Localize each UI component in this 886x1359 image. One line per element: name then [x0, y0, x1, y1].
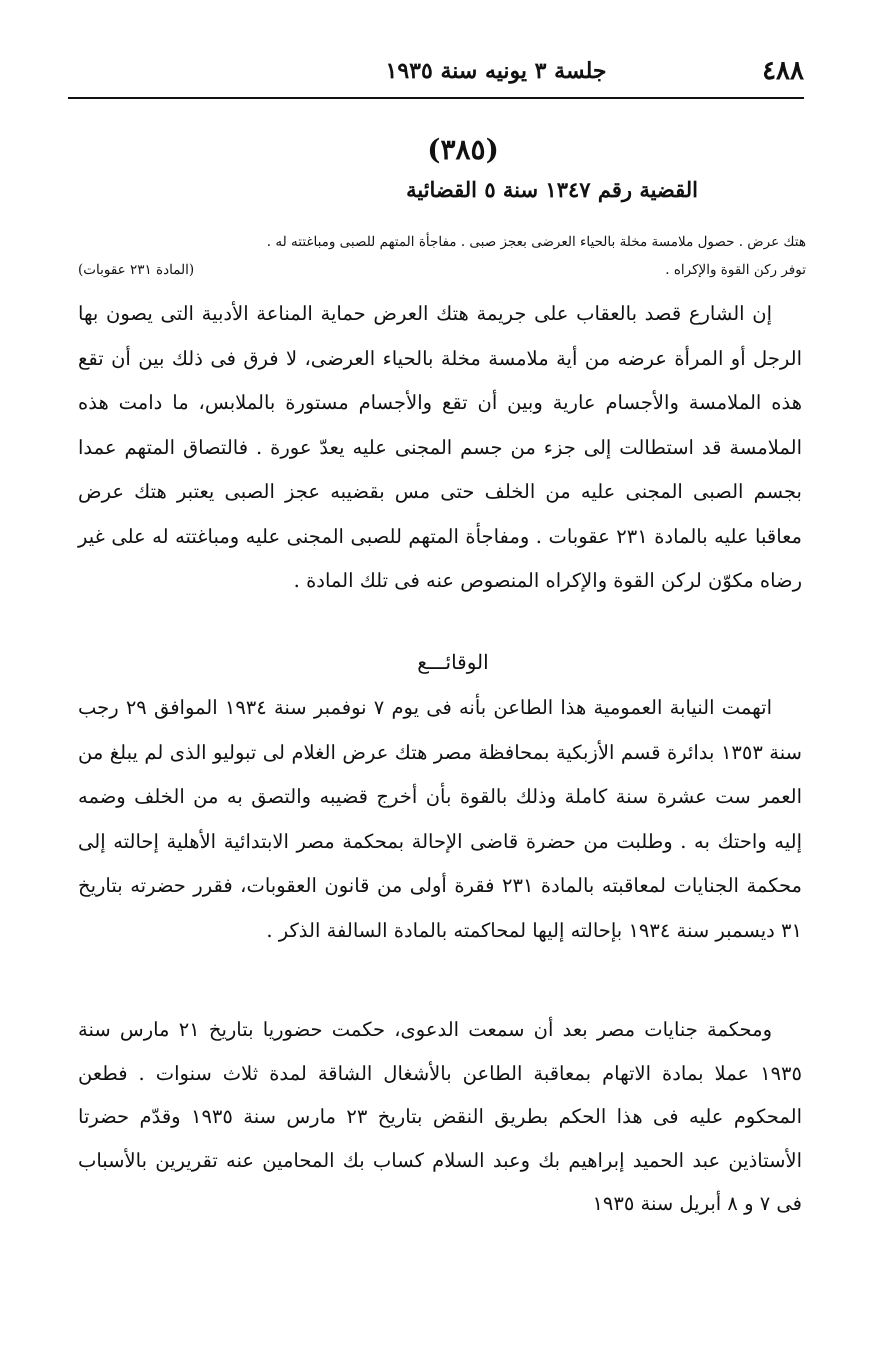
running-head: جلسة ٣ يونيه سنة ١٩٣٥: [385, 58, 607, 84]
case-reference: القضية رقم ١٣٤٧ سنة ٥ القضائية: [406, 177, 698, 202]
page-header: [68, 52, 804, 92]
facts-text-1: اتهمت النيابة العمومية هذا الطاعن بأنه فى يوم ٧ نوفمبر سنة ١٩٣٤ الموافق ٢٩ رجب سنة ١٣٥٣ بدائرة قسم الأزبكية بمحافظة مصر هتك عرض الغلام لى تبوليو الذى لم يبلغ من العمر ست عشرة سنة كاملة وذلك بالقوة بأن أخرج قضيبه والتصق به من الخلف وضمه إليه واحتك به . وطلبت من حضرة قاضى الإحالة بمحكمة مصر الابتدائية الأهلية إحالته إلى محكمة الجنايات لمعاقبته بالمادة ٢٣١ فقرة أولى من قانون العقوبات، فقرر حضرته بتاريخ ٣١ ديسمبر سنة ١٩٣٤ بإحالته إليها لمحاكمته بالمادة السالفة الذكر .: [78, 696, 803, 942]
header-rule: [68, 97, 804, 99]
headnote-line-1: هتك عرض . حصول ملامسة مخلة بالحياء العرضى بعجز صبى . مفاجأة المتهم للصبى ومباغتته له .: [266, 234, 806, 250]
facts-paragraph-1: [78, 686, 802, 953]
facts-paragraph-2: [78, 1008, 802, 1226]
headnote-line-2: [78, 256, 806, 284]
facts-heading: الوقائـــع: [417, 650, 489, 674]
headnote-summary: [78, 228, 806, 284]
principle-text: إن الشارع قصد بالعقاب على جريمة هتك العرض حماية المناعة الأدبية التى يصون بها الرجل أو المرأة عرضه من أية ملامسة مخلة بالحياء العرضى، لا فرق فى ذلك بين أن تقع هذه الملامسة والأجسام عارية وبين أن تقع والأجسام مستورة بالملابس، ما دامت هذه الملامسة قد استطالت إلى جزء من جسم المجنى عليه يعدّ عورة . فالتصاق المتهم عمدا بجسم الصبى المجنى عليه من الخلف حتى مس بقضيبه عجز الصبى يعتبر هتك عرض معاقبا عليه بالمادة ٢٣١ عقوبات . ومفاجأة المتهم للصبى المجنى عليه ومباغتته له على غير رضاه مكوّن لركن القوة والإكراه المنصوص عنه فى تلك المادة .: [78, 302, 802, 592]
headnote-article: (المادة ٢٣١ عقوبات): [78, 262, 195, 278]
principle-paragraph: [78, 292, 802, 604]
facts-text-2: ومحكمة جنايات مصر بعد أن سمعت الدعوى، حكمت حضوريا بتاريخ ٢١ مارس سنة ١٩٣٥ عملا بمادة الاتهام بمعاقبة الطاعن بالأشغال الشاقة لمدة ثلاث سنوات . فطعن المحكوم عليه فى هذا الحكم بطريق النقض بتاريخ ٢٣ مارس سنة ١٩٣٥ وقدّم حضرتا الأستاذين عبد الحميد إبراهيم بك وعبد السلام كساب بك المحامين عنه تقريرين بالأسباب فى ٧ و ٨ أبريل سنة ١٩٣٥: [78, 1018, 802, 1215]
page-number: ٤٨٨: [762, 56, 804, 86]
headnote-keywords: توفر ركن القوة والإكراه .: [665, 262, 806, 278]
case-number: (٣٨٥): [427, 133, 499, 166]
